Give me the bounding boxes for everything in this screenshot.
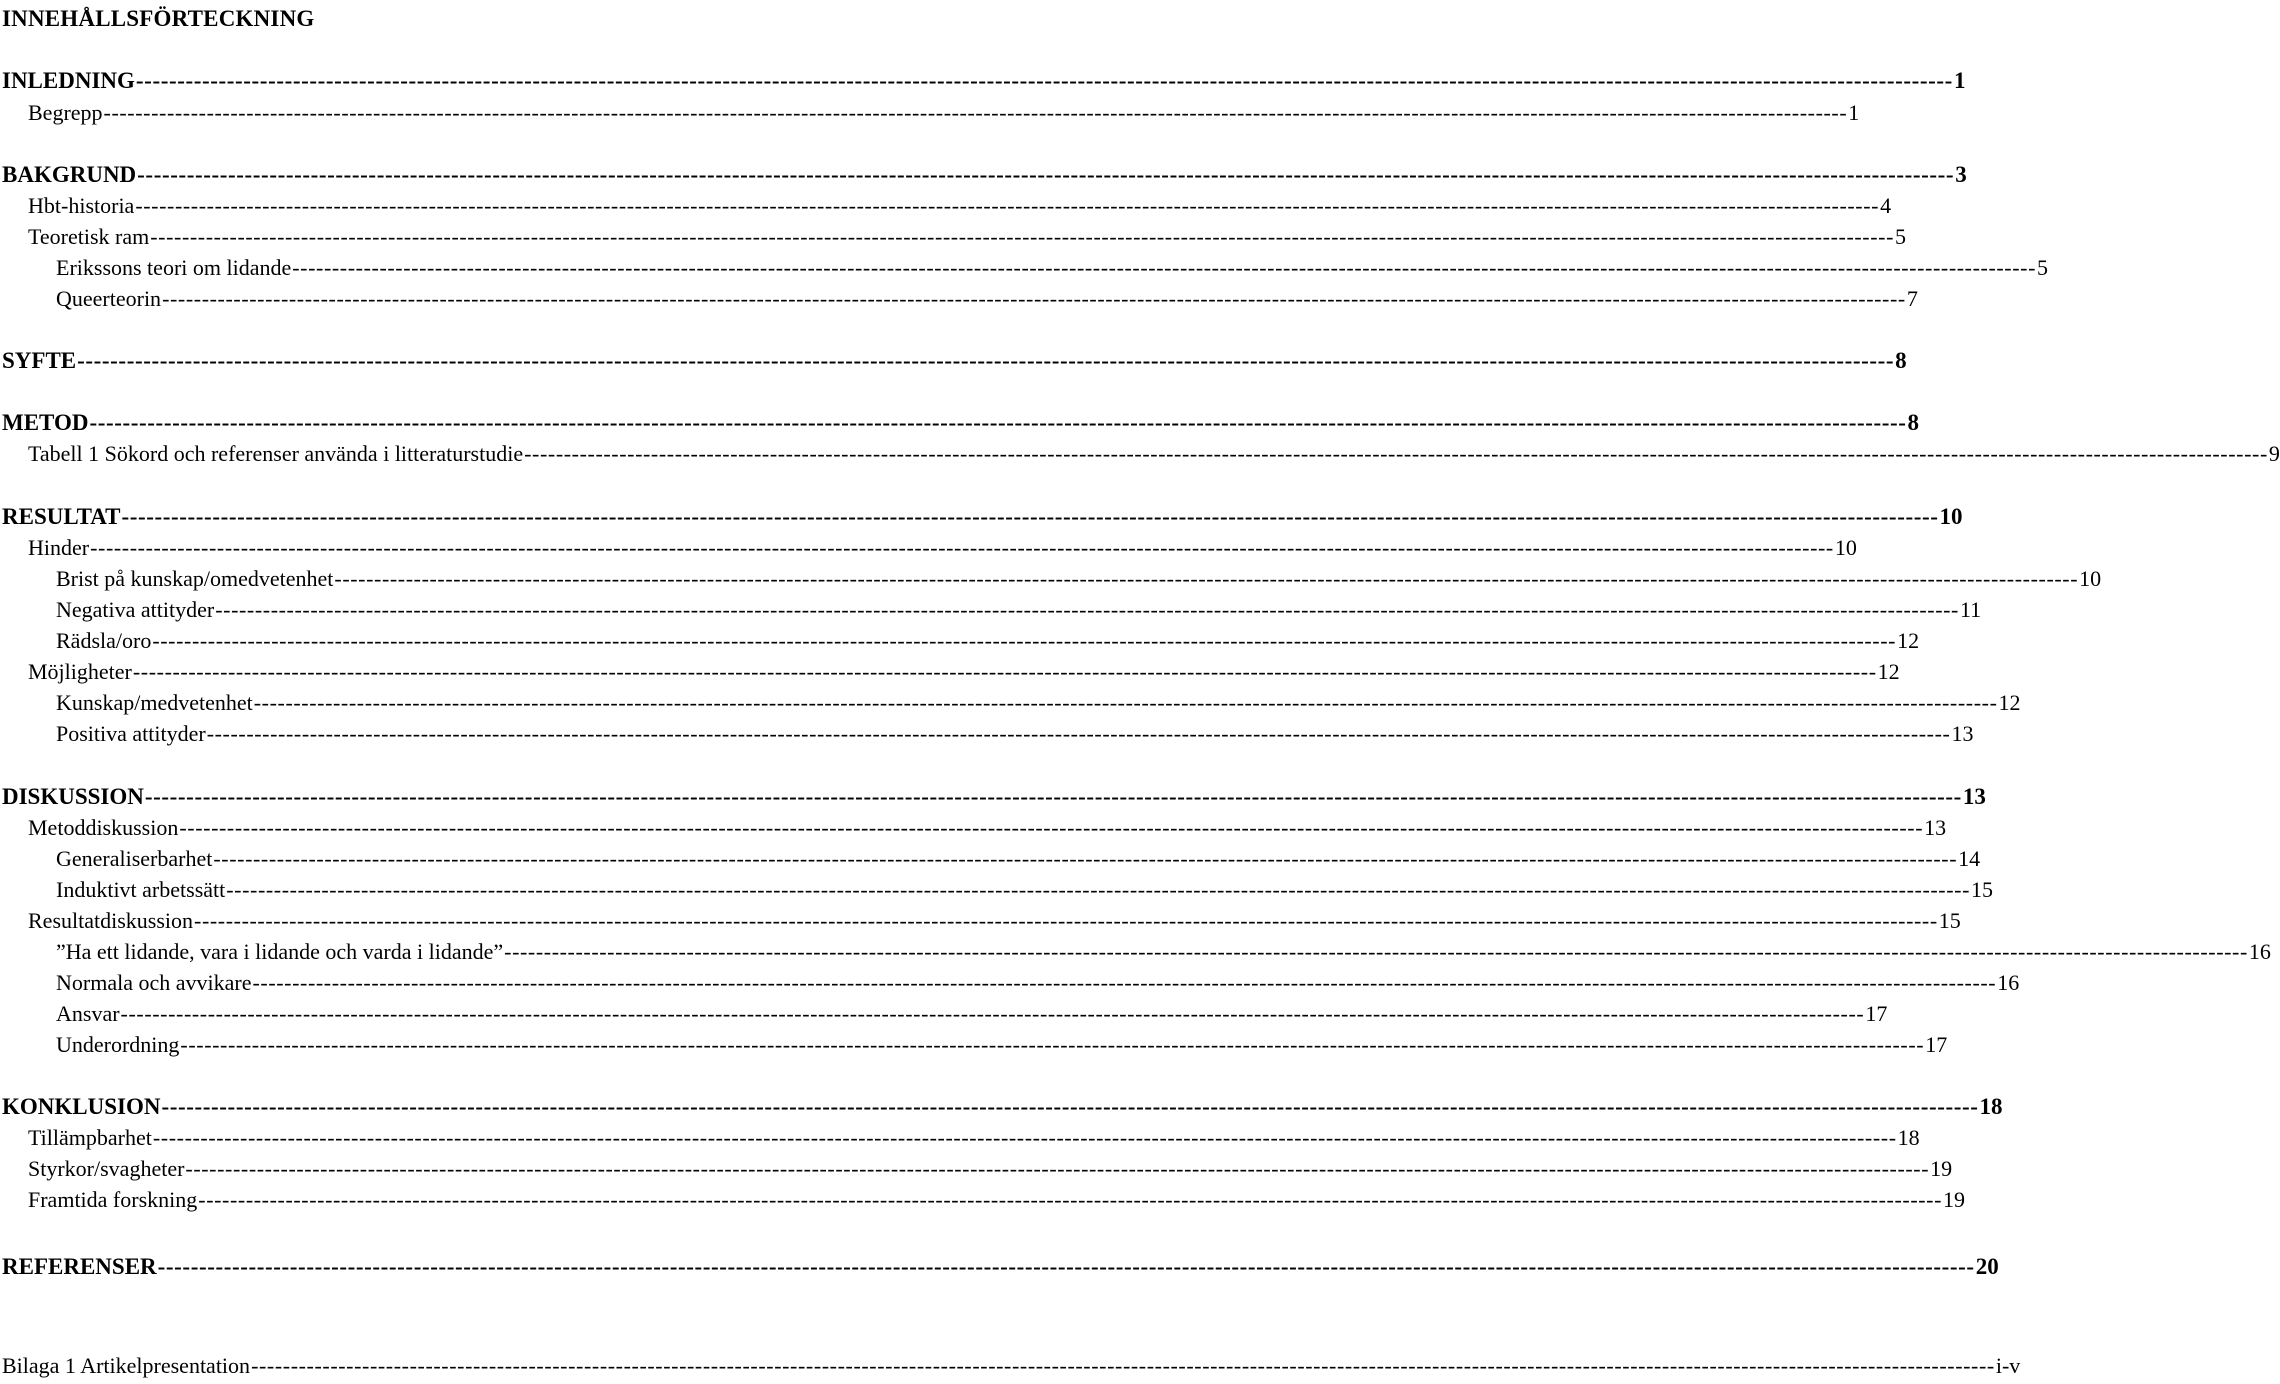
toc-entry-page: i-v: [1995, 1353, 2021, 1378]
toc-entry-normala-och-avvikare[interactable]: [56, 969, 2020, 997]
toc-leader: ----------------------------------------------------------------------------------------------------------------------------------------------------------------------------------------------------------------------------: [162, 286, 1906, 311]
toc-entry-label: Hbt-historia: [28, 193, 135, 218]
toc-entry-metoddiskussion[interactable]: [28, 814, 1947, 842]
toc-entry-label: Framtida forskning: [28, 1187, 198, 1212]
toc-entry-ha-ett-lidande[interactable]: [56, 938, 2271, 966]
toc-entry-page: 9: [2268, 441, 2280, 466]
toc-entry-page: 11: [1959, 597, 1982, 622]
toc-entry-label: Styrkor/svagheter: [28, 1156, 185, 1181]
toc-entry-label: ”Ha ett lidande, vara i lidande och varda i lidande”: [56, 939, 504, 964]
toc-entry-tabell-1[interactable]: [28, 440, 2280, 468]
toc-leader: ----------------------------------------------------------------------------------------------------------------------------------------------------------------------------------------------------------------------------: [292, 255, 2037, 280]
toc-entry-label: Erikssons teori om lidande: [56, 255, 292, 280]
toc-entry-page: 19: [1943, 1187, 1966, 1212]
toc-entry-label: Induktivt arbetssätt: [56, 877, 226, 902]
toc-entry-bakgrund[interactable]: [2, 161, 1967, 189]
toc-entry-induktivt-arbetssatt[interactable]: [56, 876, 1994, 904]
toc-entry-brist-pa-kunskap[interactable]: [56, 565, 2102, 593]
toc-entry-page: 1: [1953, 68, 1966, 93]
toc-leader: ----------------------------------------------------------------------------------------------------------------------------------------------------------------------------------------------------------------------------: [157, 1254, 1975, 1279]
toc-entry-label: SYFTE: [2, 348, 77, 373]
toc-entry-metod[interactable]: [2, 409, 1920, 437]
toc-entry-begrepp[interactable]: [28, 99, 1860, 127]
toc-leader: ----------------------------------------------------------------------------------------------------------------------------------------------------------------------------------------------------------------------------: [504, 939, 2248, 964]
toc-entry-label: Begrepp: [28, 100, 103, 125]
toc-leader: ----------------------------------------------------------------------------------------------------------------------------------------------------------------------------------------------------------------------------: [137, 162, 1955, 187]
toc-entry-page: 12: [1998, 690, 2021, 715]
toc-entry-label: Normala och avvikare: [56, 970, 252, 995]
toc-entry-page: 8: [1907, 410, 1920, 435]
toc-leader: ----------------------------------------------------------------------------------------------------------------------------------------------------------------------------------------------------------------------------: [213, 846, 1958, 871]
toc-entry-label: Tabell 1 Sökord och referenser använda i litteraturstudie: [28, 441, 524, 466]
toc-entry-referenser[interactable]: [2, 1253, 1999, 1281]
toc-entry-label: Hinder: [28, 535, 90, 560]
toc-leader: ----------------------------------------------------------------------------------------------------------------------------------------------------------------------------------------------------------------------------: [226, 877, 1971, 902]
toc-entry-page: 10: [2079, 566, 2102, 591]
toc-leader: ----------------------------------------------------------------------------------------------------------------------------------------------------------------------------------------------------------------------------: [185, 1156, 1930, 1181]
toc-leader: ----------------------------------------------------------------------------------------------------------------------------------------------------------------------------------------------------------------------------: [524, 441, 2268, 466]
toc-entry-label: Möjligheter: [28, 659, 132, 684]
toc-leader: ----------------------------------------------------------------------------------------------------------------------------------------------------------------------------------------------------------------------------: [161, 1094, 1979, 1119]
toc-entry-label: Resultatdiskussion: [28, 908, 194, 933]
toc-entry-label: Teoretisk ram: [28, 224, 150, 249]
toc-entry-page: 1: [1848, 100, 1860, 125]
toc-entry-label: METOD: [2, 410, 89, 435]
toc-leader: ----------------------------------------------------------------------------------------------------------------------------------------------------------------------------------------------------------------------------: [90, 535, 1834, 560]
toc-entry-page: 18: [1897, 1125, 1920, 1150]
toc-entry-underordning[interactable]: [56, 1031, 1948, 1059]
toc-entry-page: 18: [1979, 1094, 2003, 1119]
toc-entry-diskussion[interactable]: [2, 783, 1986, 811]
toc-entry-label: Metoddiskussion: [28, 815, 179, 840]
toc-entry-label: Brist på kunskap/omedvetenhet: [56, 566, 334, 591]
toc-entry-label: KONKLUSION: [2, 1094, 161, 1119]
toc-leader: ----------------------------------------------------------------------------------------------------------------------------------------------------------------------------------------------------------------------------: [103, 100, 1848, 125]
toc-entry-generaliserbarhet[interactable]: [56, 845, 1981, 873]
toc-entry-page: 15: [1938, 908, 1961, 933]
toc-entry-page: 16: [1997, 970, 2020, 995]
toc-entry-inledning[interactable]: [2, 67, 1966, 95]
toc-leader: ----------------------------------------------------------------------------------------------------------------------------------------------------------------------------------------------------------------------------: [206, 721, 1951, 746]
toc-entry-page: 10: [1834, 535, 1857, 560]
toc-entry-ansvar[interactable]: [56, 1000, 1888, 1028]
toc-entry-mojligheter[interactable]: [28, 658, 1900, 686]
toc-entry-page: 3: [1955, 162, 1967, 187]
toc-entry-konklusion[interactable]: [2, 1093, 2003, 1121]
toc-entry-queerteorin[interactable]: [56, 285, 1918, 313]
toc-leader: ----------------------------------------------------------------------------------------------------------------------------------------------------------------------------------------------------------------------------: [251, 1353, 1995, 1378]
toc-leader: ----------------------------------------------------------------------------------------------------------------------------------------------------------------------------------------------------------------------------: [194, 908, 1938, 933]
toc-leader: ----------------------------------------------------------------------------------------------------------------------------------------------------------------------------------------------------------------------------: [120, 1001, 1865, 1026]
toc-entry-label: Negativa attityder: [56, 597, 215, 622]
toc-entry-label: Generaliserbarhet: [56, 846, 213, 871]
toc-entry-label: RESULTAT: [2, 504, 121, 529]
toc-title: INNEHÅLLSFÖRTECKNING: [2, 6, 315, 31]
toc-entry-styrkor-svagheter[interactable]: [28, 1155, 1953, 1183]
toc-entry-tillampbarhet[interactable]: [28, 1124, 1920, 1152]
toc-entry-label: REFERENSER: [2, 1254, 157, 1279]
toc-entry-label: Kunskap/medvetenhet: [56, 690, 253, 715]
toc-entry-label: Rädsla/oro: [56, 628, 152, 653]
toc-entry-page: 12: [1877, 659, 1900, 684]
toc-entry-hbt-historia[interactable]: [28, 192, 1892, 220]
toc-leader: ----------------------------------------------------------------------------------------------------------------------------------------------------------------------------------------------------------------------------: [180, 1032, 1925, 1057]
toc-leader: ----------------------------------------------------------------------------------------------------------------------------------------------------------------------------------------------------------------------------: [121, 504, 1939, 529]
toc-entry-label: BAKGRUND: [2, 162, 137, 187]
toc-entry-label: Queerteorin: [56, 286, 162, 311]
toc-entry-negativa-attityder[interactable]: [56, 596, 1982, 624]
toc-entry-syfte[interactable]: [2, 347, 1907, 375]
toc-leader: ----------------------------------------------------------------------------------------------------------------------------------------------------------------------------------------------------------------------------: [144, 784, 1962, 809]
toc-leader: ----------------------------------------------------------------------------------------------------------------------------------------------------------------------------------------------------------------------------: [132, 659, 1877, 684]
toc-entry-positiva-attityder[interactable]: [56, 720, 1974, 748]
toc-entry-page: 8: [1895, 348, 1907, 373]
toc-entry-page: 7: [1906, 286, 1918, 311]
toc-entry-page: 13: [1924, 815, 1947, 840]
toc-leader: ----------------------------------------------------------------------------------------------------------------------------------------------------------------------------------------------------------------------------: [150, 224, 1895, 249]
toc-entry-label: Positiva attityder: [56, 721, 206, 746]
toc-entry-kunskap-medvetenhet[interactable]: [56, 689, 2021, 717]
toc-entry-page: 19: [1930, 1156, 1953, 1181]
toc-entry-page: 5: [2037, 255, 2049, 280]
toc-entry-teoretisk-ram[interactable]: [28, 223, 1907, 251]
toc-entry-resultat[interactable]: [2, 503, 1963, 531]
toc-entry-page: 16: [2248, 939, 2271, 964]
toc-leader: ----------------------------------------------------------------------------------------------------------------------------------------------------------------------------------------------------------------------------: [152, 628, 1897, 653]
toc-entry-radsla-oro[interactable]: [56, 627, 1920, 655]
toc-entry-page: 4: [1880, 193, 1892, 218]
toc-entry-label: Underordning: [56, 1032, 180, 1057]
toc-leader: ----------------------------------------------------------------------------------------------------------------------------------------------------------------------------------------------------------------------------: [198, 1187, 1943, 1212]
toc-entry-resultatdiskussion[interactable]: [28, 907, 1961, 935]
toc-entry-page: 13: [1951, 721, 1974, 746]
toc-leader: ----------------------------------------------------------------------------------------------------------------------------------------------------------------------------------------------------------------------------: [253, 690, 1998, 715]
toc-entry-framtida-forskning[interactable]: [28, 1186, 1966, 1214]
toc-entry-page: 14: [1958, 846, 1981, 871]
toc-leader: ----------------------------------------------------------------------------------------------------------------------------------------------------------------------------------------------------------------------------: [215, 597, 1959, 622]
toc-entry-hinder[interactable]: [28, 534, 1857, 562]
toc-entry-page: 17: [1925, 1032, 1948, 1057]
toc-entry-page: 13: [1962, 784, 1986, 809]
toc-entry-label: Bilaga 1 Artikelpresentation: [2, 1353, 251, 1378]
toc-leader: ----------------------------------------------------------------------------------------------------------------------------------------------------------------------------------------------------------------------------: [152, 1125, 1897, 1150]
toc-entry-page: 17: [1865, 1001, 1888, 1026]
toc-leader: ----------------------------------------------------------------------------------------------------------------------------------------------------------------------------------------------------------------------------: [77, 348, 1895, 373]
toc-entry-page: 12: [1897, 628, 1920, 653]
toc-entry-bilaga-1[interactable]: [2, 1352, 2021, 1380]
toc-entry-label: Ansvar: [56, 1001, 120, 1026]
toc-entry-page: 5: [1895, 224, 1907, 249]
toc-entry-erikssons-teori[interactable]: [56, 254, 2049, 282]
toc-leader: ----------------------------------------------------------------------------------------------------------------------------------------------------------------------------------------------------------------------------: [89, 410, 1907, 435]
toc-entry-page: 15: [1971, 877, 1994, 902]
toc-entry-label: Tillämpbarhet: [28, 1125, 152, 1150]
toc-entry-label: DISKUSSION: [2, 784, 144, 809]
toc-leader: ----------------------------------------------------------------------------------------------------------------------------------------------------------------------------------------------------------------------------: [334, 566, 2079, 591]
toc-entry-page: 10: [1939, 504, 1963, 529]
toc-entry-page: 20: [1975, 1254, 1999, 1279]
toc-entry-label: INLEDNING: [2, 68, 135, 93]
toc-leader: ----------------------------------------------------------------------------------------------------------------------------------------------------------------------------------------------------------------------------: [135, 193, 1880, 218]
toc-leader: ----------------------------------------------------------------------------------------------------------------------------------------------------------------------------------------------------------------------------: [179, 815, 1924, 840]
toc-leader: ----------------------------------------------------------------------------------------------------------------------------------------------------------------------------------------------------------------------------: [135, 68, 1953, 93]
toc-leader: ----------------------------------------------------------------------------------------------------------------------------------------------------------------------------------------------------------------------------: [252, 970, 1997, 995]
